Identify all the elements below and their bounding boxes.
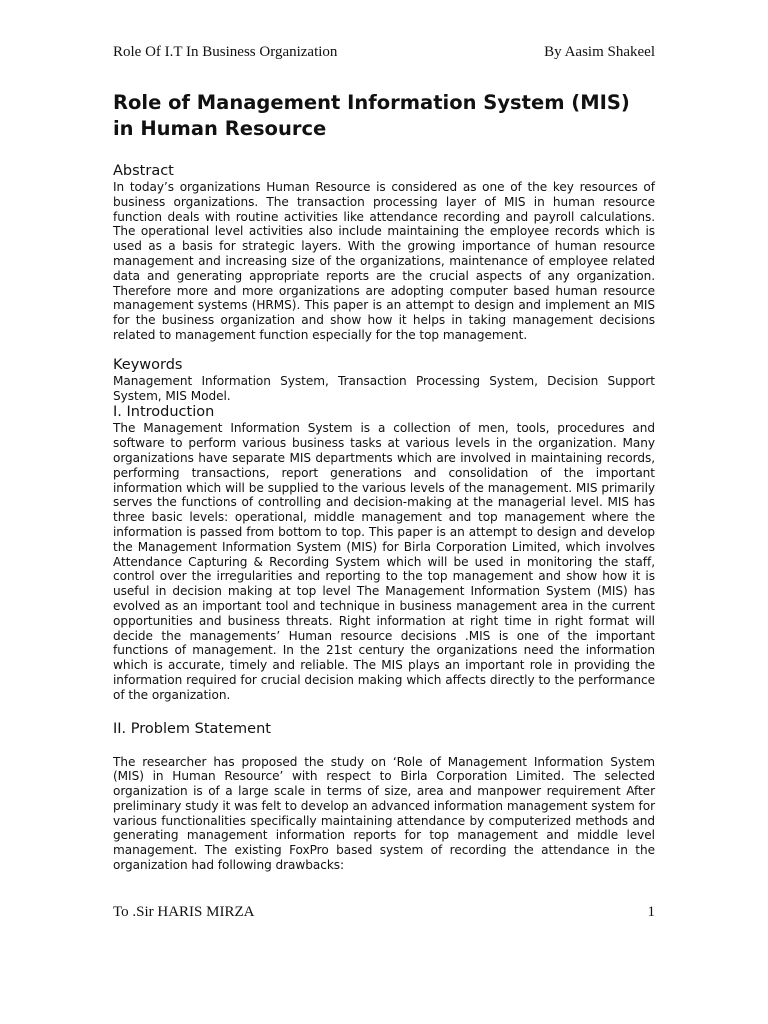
introduction-text: The Management Information System is a collection of men, tools, procedures and software to perform various business tasks at various levels in the organization. Many organizations have separate MIS departments which are involved in maintaining records, performing transactions, report generations and consolidation of the important information which will be supplied to the various levels of the management. MIS primarily serves the functions of controlling and decision-making at the managerial level. MIS has three basic levels: operational, middle management and top management where the information is passed from bottom to top. This paper is an attempt to design and develop the Management Information System (MIS) for Birla Corporation Limited, which involves Attendance Capturing & Recording System which will be used in monitoring the staff, control over the irregularities and reporting to the top management and show how it is useful in decision making at top level The Management Information System (MIS) has evolved as an important tool and technique in business management area in the current opportunities and business threats. Right information at right time in right format will decide the managements’ Human resource decisions .MIS is one of the important functions of management. In the 21st century the organizations need the information which is accurate, timely and reliable. The MIS plays an important role in providing the information required for crucial decision making which affects directly to the performance of the organization. <box>113 421 655 702</box>
keywords-heading: Keywords <box>113 356 183 373</box>
footer-left-text: To .Sir HARIS MIRZA <box>113 904 255 920</box>
page-footer <box>113 904 655 924</box>
document-title: Role of Management Information System (MIS) in Human Resource <box>113 91 630 140</box>
page-header <box>113 44 655 64</box>
abstract-text: In today’s organizations Human Resource is considered as one of the key resources of business organizations. The transaction processing layer of MIS in human resource function deals with routine activities like attendance recording and payroll calculations. The operational level activities also include maintaining the employee records which is used as a basis for strategic layers. With the growing importance of human resource management and increasing size of the organizations, maintenance of employee related data and generating appropriate reports are the crucial aspects of any organization. Therefore more and more organizations are adopting computer based human resource management systems (HRMS). This paper is an attempt to design and implement an MIS for the business organization and show how it helps in taking management decisions related to management function especially for the top management. <box>113 180 655 342</box>
abstract-heading: Abstract <box>113 163 174 179</box>
header-author: By Aasim Shakeel <box>544 44 655 60</box>
keywords-text: Management Information System, Transaction Processing System, Decision Support System, MIS Model. <box>113 373 655 403</box>
document-body <box>113 90 655 873</box>
problem-statement-text: The researcher has proposed the study on ‘Role of Management Information System (MIS) in Human Resource’ with respect to Birla Corporation Limited. The selected organization is of a large scale in terms of size, area and manpower requirement After preliminary study it was felt to develop an advanced information management system for various functionalities specifically maintaining attendance by computerized methods and generating management information reports for top management and middle level management. The existing FoxPro based system of recording the attendance in the organization had following drawbacks: <box>113 754 655 873</box>
introduction-heading: I. Introduction <box>113 404 215 421</box>
page-number: 1 <box>647 904 655 920</box>
header-left-text: Role Of I.T In Business Organization <box>113 44 338 60</box>
problem-statement-heading: II. Problem Statement <box>113 720 271 737</box>
